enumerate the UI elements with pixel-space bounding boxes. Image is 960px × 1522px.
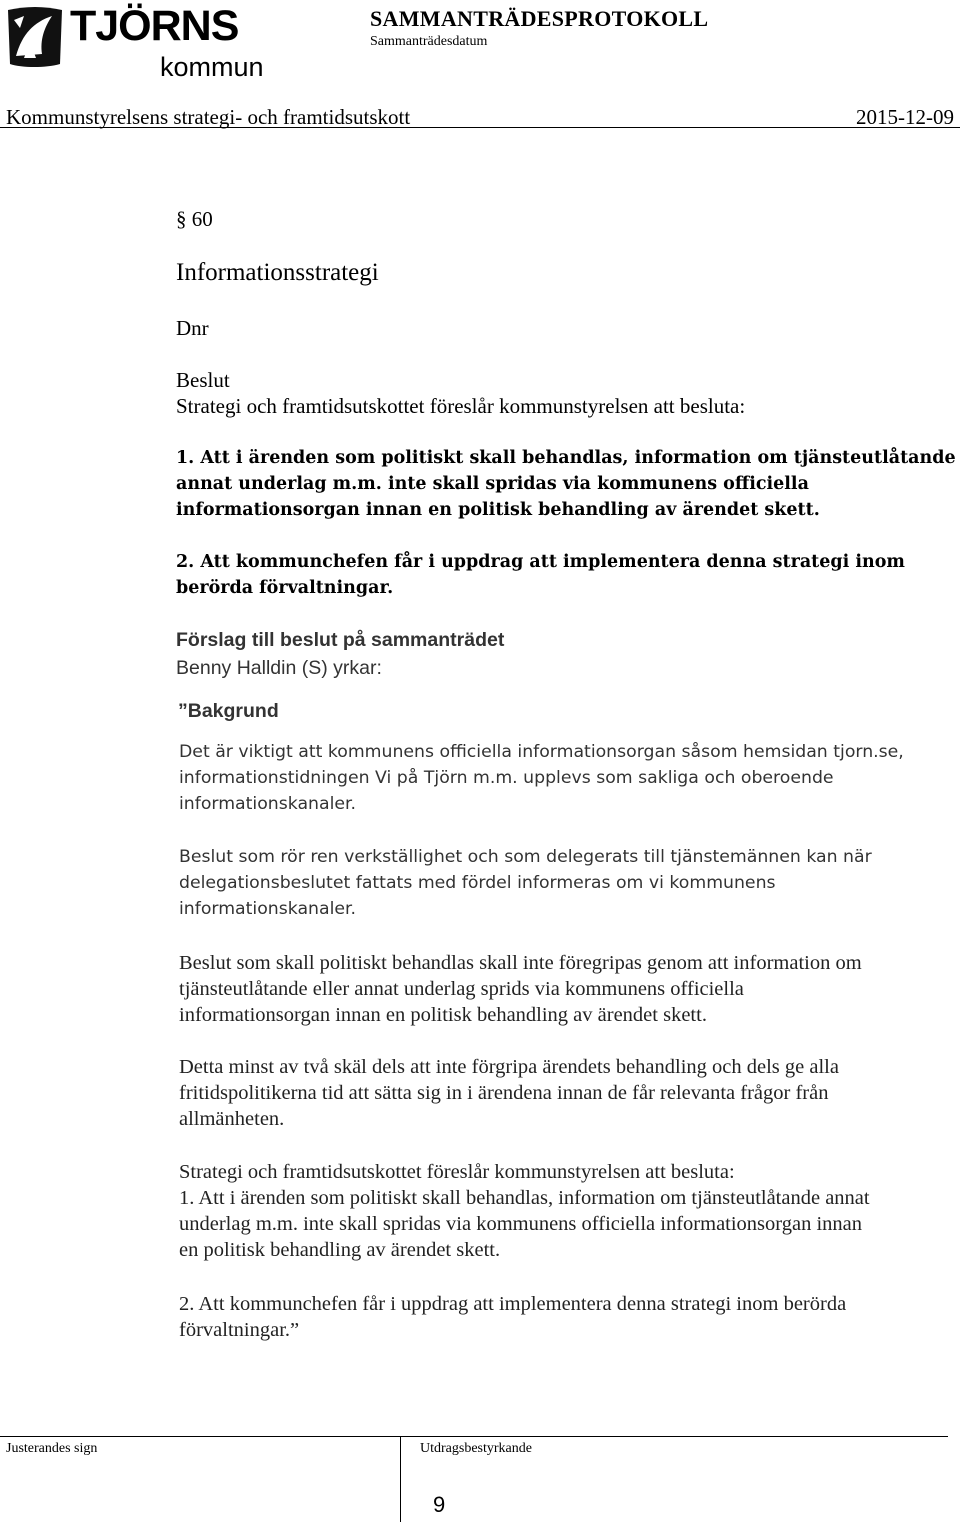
- text-line: 1. Att i ärenden som politiskt skall behandlas, information om tjänsteutlåtande annat: [179, 1187, 870, 1209]
- text-line: tjänsteutlåtande eller annat underlag sprids via kommunens officiella: [179, 978, 744, 1000]
- header-divider: [0, 127, 960, 128]
- proposal-heading: Förslag till beslut på sammanträdet: [176, 629, 505, 651]
- logo-wordmark: TJÖRNS: [70, 2, 239, 50]
- text-line: 2. Att kommunchefen får i uppdrag att implementera denna strategi inom: [176, 552, 905, 572]
- text-line: 1. Att i ärenden som politiskt skall behandlas, information om tjänsteutlåtande: [176, 448, 956, 468]
- text-line: informationskanaler.: [179, 899, 357, 919]
- protocol-title: SAMMANTRÄDESPROTOKOLL: [370, 6, 709, 31]
- background-paragraph: [179, 844, 949, 922]
- committee-name: Kommunstyrelsens strategi- och framtidsutskott: [6, 105, 411, 129]
- text-line: informationsorgan innan en politisk behandling av ärendet skett.: [176, 500, 820, 520]
- dnr-label: Dnr: [176, 316, 209, 340]
- text-line: allmänheten.: [179, 1108, 285, 1130]
- beslut-heading: Beslut: [176, 368, 230, 392]
- text-line: delegationsbeslutet fattats med fördel informeras om vi kommunens: [179, 873, 776, 893]
- utdrag-label: Utdragsbestyrkande: [420, 1441, 532, 1456]
- decision-item: [176, 549, 936, 601]
- text-line: förvaltningar.”: [179, 1319, 300, 1341]
- text-line: informationstidningen Vi på Tjörn m.m. upplevs som sakliga och oberoende: [179, 768, 834, 788]
- proposer-line: Benny Halldin (S) yrkar:: [176, 657, 382, 679]
- reasoning-paragraph: [179, 1054, 949, 1132]
- text-line: fritidspolitikerna tid att sätta sig in i ärendena innan de får relevanta frågor från: [179, 1082, 829, 1104]
- text-line: Strategi och framtidsutskottet föreslår kommunstyrelsen att besluta:: [179, 1161, 735, 1183]
- protocol-subtitle: Sammanträdesdatum: [370, 34, 488, 49]
- text-line: en politisk behandling av ärendet skett.: [179, 1239, 501, 1261]
- meeting-date: 2015-12-09: [856, 105, 954, 129]
- text-line: Detta minst av två skäl dels att inte förgripa ärendets behandling och dels ge alla: [179, 1056, 839, 1078]
- footer-column-divider: [400, 1436, 401, 1522]
- logo-subtext: kommun: [160, 52, 264, 82]
- text-line: annat underlag m.m. inte skall spridas via kommunens officiella: [176, 474, 809, 494]
- text-line: berörda förvaltningar.: [176, 578, 394, 598]
- paragraph-number: § 60: [176, 207, 213, 231]
- justerare-label: Justerandes sign: [6, 1441, 98, 1456]
- beslut-intro: Strategi och framtidsutskottet föreslår kommunstyrelsen att besluta:: [176, 394, 746, 418]
- page-number: 9: [433, 1492, 446, 1517]
- text-line: underlag m.m. inte skall spridas via kommunens officiella informationsorgan innan: [179, 1213, 863, 1235]
- text-line: 2. Att kommunchefen får i uppdrag att implementera denna strategi inom berörda: [179, 1293, 847, 1315]
- text-line: Det är viktigt att kommunens officiella informationsorgan såsom hemsidan tjorn.se,: [179, 742, 904, 762]
- text-line: informationsorgan innan en politisk behandling av ärendet skett.: [179, 1004, 707, 1026]
- footer-divider: [0, 1436, 948, 1437]
- reasoning-paragraph: [179, 1159, 949, 1263]
- reasoning-paragraph: [179, 1291, 949, 1343]
- text-line: Beslut som skall politiskt behandlas skall inte föregripas genom att information om: [179, 952, 862, 974]
- bakgrund-heading: ”Bakgrund: [178, 700, 279, 722]
- text-line: informationskanaler.: [179, 794, 357, 814]
- page-title: Informationsstrategi: [176, 259, 379, 286]
- decision-item: [176, 445, 956, 523]
- text-line: Beslut som rör ren verkställighet och som delegerats till tjänstemännen kan när: [179, 847, 872, 867]
- background-paragraph: [179, 739, 949, 817]
- reasoning-paragraph: [179, 950, 949, 1028]
